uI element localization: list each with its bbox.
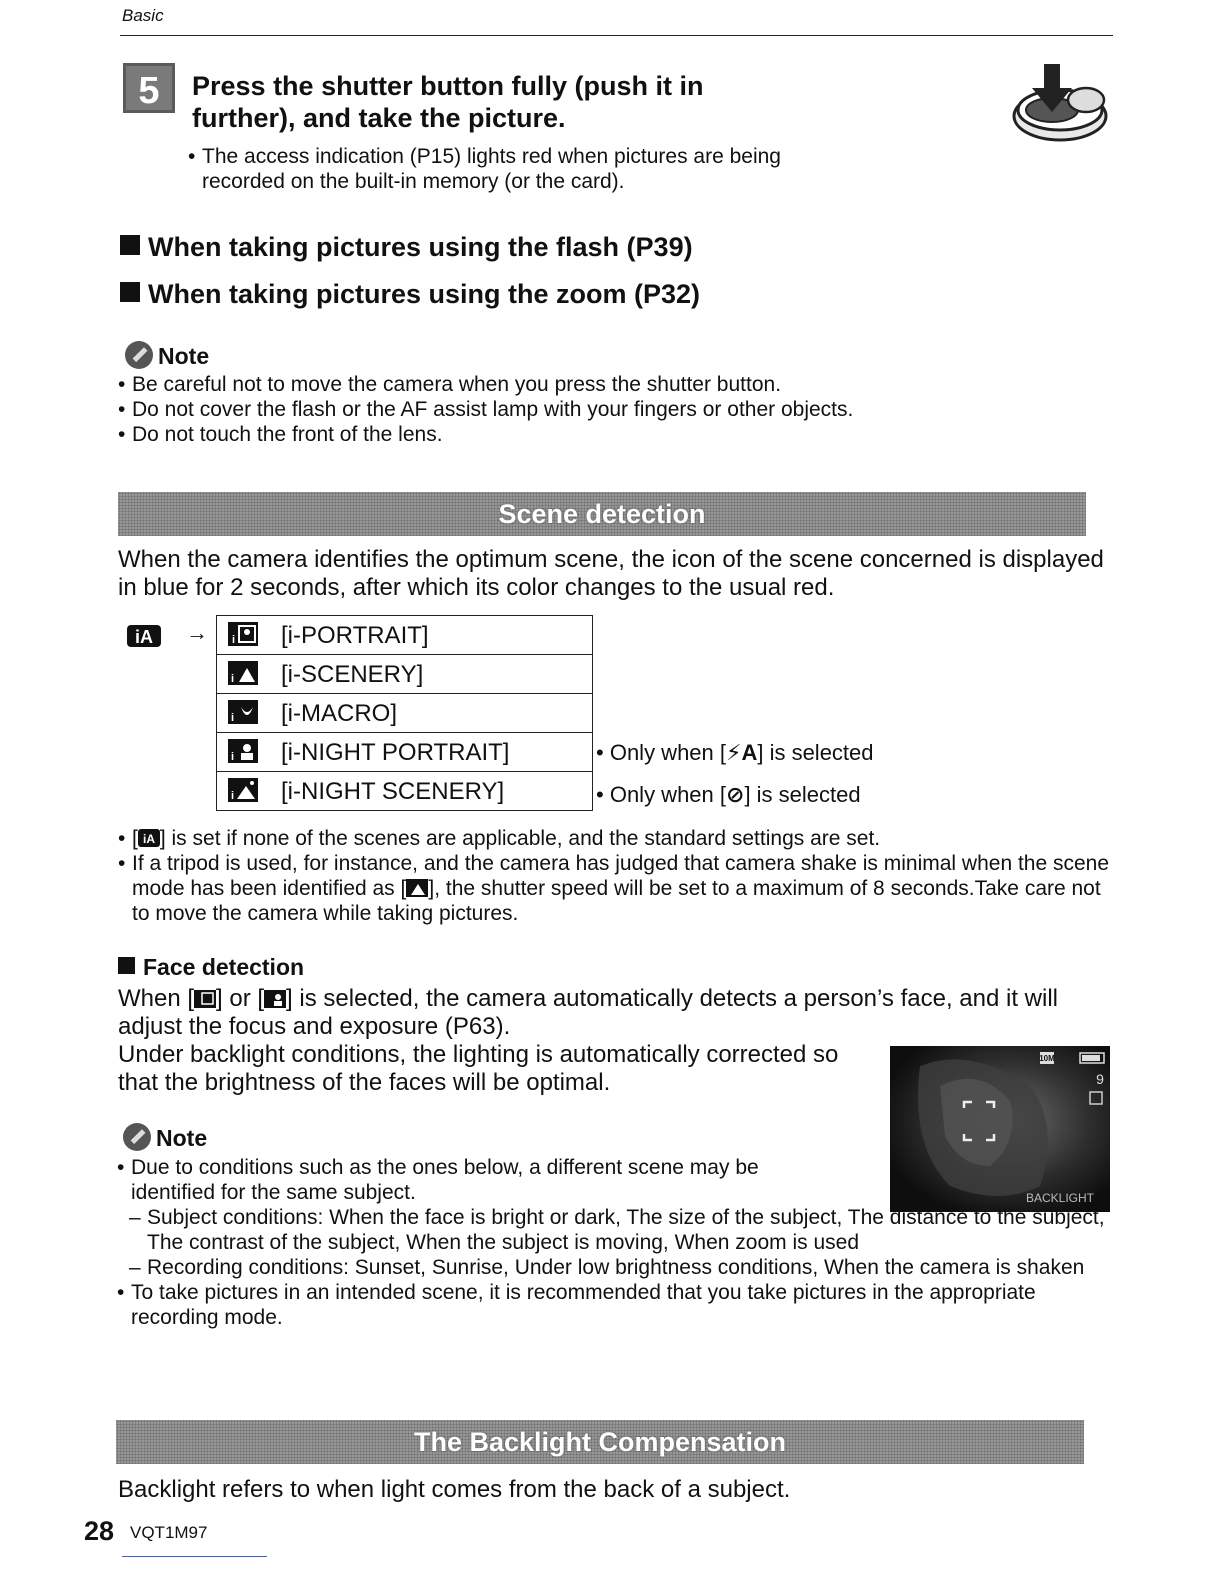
- step-bullet-text: • The access indication (P15) lights red when pictures are being recorded on the built-in memory (or the card).: [188, 144, 788, 194]
- only-when-flash-note: • Only when [⚡A] is selected: [596, 740, 874, 766]
- document-code: VQT1M97: [130, 1523, 208, 1542]
- heading-square-icon: [120, 282, 140, 302]
- intelligent-auto-icon: [126, 622, 162, 648]
- list-item: • Do not touch the front of the lens.: [118, 422, 1118, 447]
- face-detection-text: When [ ] or [ ] is selected, the camera automatically detects a person’s face, and it will adjust the focus and exposure (P63).: [118, 985, 1058, 1040]
- backlight-text: Backlight refers to when light comes from the back of a subject.: [118, 1476, 791, 1503]
- i-portrait-icon: [194, 989, 216, 1009]
- only-when-noflash-note: • Only when [⊘] is selected: [596, 782, 861, 808]
- header-rule: [120, 35, 1113, 36]
- note1-list: [118, 372, 1118, 447]
- list-item: • If a tripod is used, for instance, and the camera has judged that camera shake is minimal when the scene mode has been identified as [ ], the shutter speed will be set to a maximum of 8 seconds.Take care not to move the camera while taking pictures.: [118, 851, 1118, 926]
- face-detection-heading: Face detection: [118, 954, 304, 981]
- page-number: 28: [84, 1516, 115, 1546]
- table-cell: i [i-SCENERY]: [217, 655, 593, 694]
- i-portrait-icon: [227, 621, 259, 647]
- i-scenery-icon: [227, 660, 259, 686]
- list-item: • Due to conditions such as the ones below, a different scene may be identified for the same subject.: [117, 1155, 837, 1205]
- svg-text:5: 5: [138, 70, 160, 112]
- table-row: [217, 616, 593, 655]
- table-row: [217, 733, 593, 772]
- svg-text:i: i: [231, 789, 235, 802]
- list-item: • Be careful not to move the camera when you press the shutter button.: [118, 372, 1118, 397]
- footer-rule: [122, 1556, 267, 1557]
- shutter-press-icon: [1008, 60, 1112, 150]
- flash-off-icon: ⊘: [726, 782, 745, 807]
- table-cell: i [i-PORTRAIT]: [217, 616, 593, 655]
- scene-detection-bullets: [118, 826, 1118, 926]
- note-pencil-icon: [122, 1122, 152, 1152]
- backlight-correction-text: Under backlight conditions, the lighting is automatically corrected so that the brightness of the faces will be optimal.: [118, 1041, 839, 1096]
- table-row: [217, 772, 593, 811]
- note2-list-rest: [117, 1205, 1112, 1330]
- svg-text:i: i: [231, 750, 235, 763]
- svg-text:BACKLIGHT: BACKLIGHT: [1025, 1191, 1095, 1205]
- backlight-compensation-banner: The Backlight Compensation: [116, 1420, 1084, 1464]
- scene-detection-banner: Scene detection: [118, 492, 1086, 536]
- i-night-scenery-icon: [406, 878, 428, 898]
- table-cell: i [i-NIGHT SCENERY]: [217, 772, 593, 811]
- flash-auto-icon: ⚡A: [726, 740, 758, 765]
- svg-text:i: i: [232, 633, 236, 646]
- note-heading: Note: [124, 340, 209, 370]
- step-bullet: [188, 144, 788, 194]
- step-title: Press the shutter button fully (push it in further), and take the picture.: [192, 71, 704, 133]
- scene-detection-intro: When the camera identifies the optimum scene, the icon of the scene concerned is displayed in blue for 2 seconds, after which its color changes to the usual red.: [118, 546, 1104, 601]
- scene-table: [216, 615, 593, 811]
- table-row: [217, 694, 593, 733]
- svg-text:i: i: [231, 672, 235, 685]
- note-pencil-icon: [124, 340, 154, 370]
- i-night-portrait-icon: [227, 738, 259, 764]
- intelligent-auto-icon: [138, 828, 160, 848]
- svg-text:iA: iA: [142, 832, 155, 846]
- note2-list-item1: [117, 1155, 837, 1205]
- flash-subheading: When taking pictures using the flash (P39): [120, 232, 693, 263]
- list-item: – Subject conditions: When the face is bright or dark, The size of the subject, The distance to the subject, The contrast of the subject, When the subject is moving, When zoom is used: [117, 1205, 1112, 1255]
- heading-square-icon: [118, 957, 135, 974]
- list-item: • To take pictures in an intended scene, it is recommended that you take pictures in the appropriate recording mode.: [117, 1280, 1112, 1330]
- i-night-scenery-icon: [227, 777, 259, 803]
- note-heading: Note: [122, 1122, 207, 1152]
- svg-text:10M: 10M: [1039, 1054, 1055, 1063]
- i-macro-icon: [227, 699, 259, 725]
- heading-square-icon: [120, 235, 140, 255]
- step-number-badge: [122, 62, 176, 114]
- svg-text:i: i: [231, 711, 235, 724]
- table-cell: i [i-NIGHT PORTRAIT]: [217, 733, 593, 772]
- table-cell: i [i-MACRO]: [217, 694, 593, 733]
- svg-text:iA: iA: [135, 627, 153, 647]
- list-item: • [ iA ] is set if none of the scenes are applicable, and the standard settings are set.: [118, 826, 1118, 851]
- arrow-right-icon: →: [186, 620, 208, 645]
- zoom-subheading: When taking pictures using the zoom (P32): [120, 279, 700, 310]
- table-row: [217, 655, 593, 694]
- i-night-portrait-icon: [264, 989, 286, 1009]
- section-label: Basic: [122, 6, 164, 25]
- list-item: – Recording conditions: Sunset, Sunrise, Under low brightness conditions, When the camera is shaken: [117, 1255, 1112, 1280]
- camera-lcd-screenshot: [890, 1046, 1110, 1212]
- list-item: • Do not cover the flash or the AF assist lamp with your fingers or other objects.: [118, 397, 1118, 422]
- svg-text:9: 9: [1096, 1071, 1104, 1087]
